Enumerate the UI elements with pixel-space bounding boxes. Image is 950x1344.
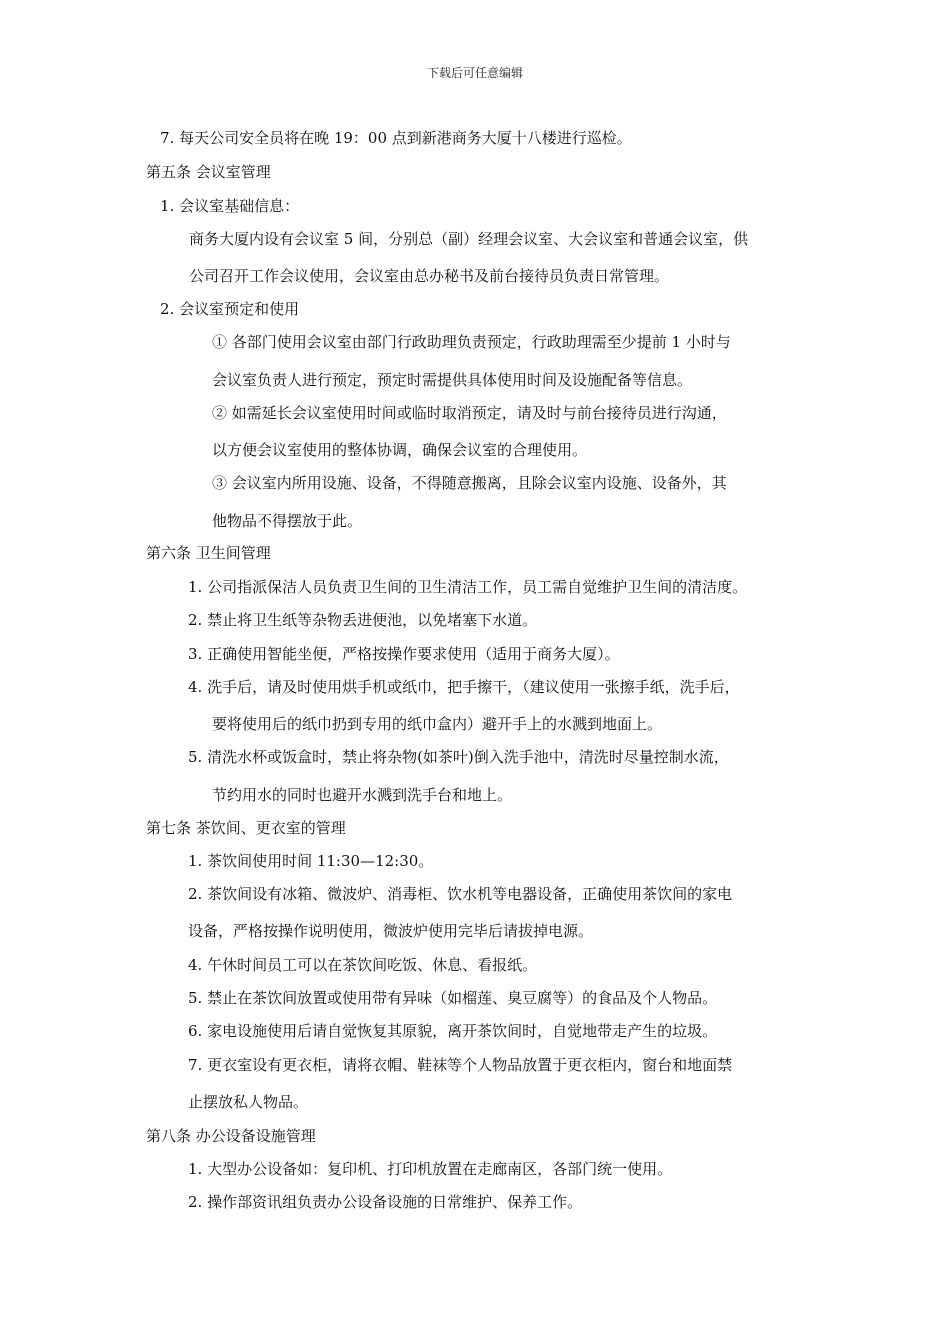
page-header: 下载后可任意编辑: [426, 66, 523, 80]
paragraph-line: 他物品不得摆放于此。: [212, 512, 363, 530]
list-item: 5. 清洗水杯或饭盒时，禁止将杂物(如茶叶)倒入洗手池中，清洗时尽量控制水流，: [188, 748, 729, 766]
list-item: 1. 公司指派保洁人员负责卫生间的卫生清洁工作，员工需自觉维护卫生间的清洁度。: [188, 578, 748, 596]
section-heading: 第七条 茶饮间、更衣室的管理: [146, 819, 346, 837]
list-item: 6. 家电设施使用后请自觉恢复其原貌，离开茶饮间时，自觉地带走产生的垃圾。: [188, 1022, 718, 1040]
list-item: 7. 每天公司安全员将在晚 19：00 点到新港商务大厦十八楼进行巡检。: [160, 129, 632, 147]
sub-item: ② 如需延长会议室使用时间或临时取消预定，请及时与前台接待员进行沟通，: [212, 404, 727, 422]
sub-item: ① 各部门使用会议室由部门行政助理负责预定，行政助理需至少提前 1 小时与: [212, 333, 731, 351]
paragraph-line: 以方便会议室使用的整体协调，确保会议室的合理使用。: [212, 441, 588, 459]
paragraph-line: 要将使用后的纸巾扔到专用的纸巾盒内）避开手上的水溅到地面上。: [212, 715, 663, 733]
list-item: 2. 禁止将卫生纸等杂物丢进便池，以免堵塞下水道。: [188, 611, 538, 629]
list-item: 2. 茶饮间设有冰箱、微波炉、消毒柜、饮水机等电器设备，正确使用茶饮间的家电: [188, 885, 733, 903]
section-heading: 第六条 卫生间管理: [146, 544, 271, 562]
list-item: 2. 操作部资讯组负责办公设备设施的日常维护、保养工作。: [188, 1193, 583, 1211]
list-item: 7. 更衣室设有更衣柜，请将衣帽、鞋袜等个人物品放置于更衣柜内，窗台和地面禁: [188, 1056, 733, 1074]
list-item: 5. 禁止在茶饮间放置或使用带有异味（如榴莲、臭豆腐等）的食品及个人物品。: [188, 989, 718, 1007]
paragraph-line: 止摆放私人物品。: [188, 1093, 309, 1111]
paragraph-line: 商务大厦内设有会议室 5 间，分别总（副）经理会议室、大会议室和普通会议室，供: [189, 230, 749, 248]
list-item: 2. 会议室预定和使用: [160, 300, 300, 318]
paragraph-line: 会议室负责人进行预定，预定时需提供具体使用时间及设施配备等信息。: [212, 371, 693, 389]
list-item: 1. 茶饮间使用时间 11:30—12:30。: [188, 852, 434, 870]
list-item: 4. 洗手后，请及时使用烘手机或纸巾，把手擦干，（建议使用一张擦手纸，洗手后，: [188, 678, 740, 696]
section-heading: 第五条 会议室管理: [146, 163, 271, 181]
sub-item: ③ 会议室内所用设施、设备，不得随意搬离，且除会议室内设施、设备外，其: [212, 474, 727, 492]
section-heading: 第八条 办公设备设施管理: [146, 1127, 316, 1145]
paragraph-line: 节约用水的同时也避开水溅到洗手台和地上。: [212, 786, 513, 804]
list-item: 4. 午休时间员工可以在茶饮间吃饭、休息、看报纸。: [188, 956, 538, 974]
list-item: 1. 大型办公设备如：复印机、打印机放置在走廊南区，各部门统一使用。: [188, 1160, 673, 1178]
list-item: 3. 正确使用智能坐便，严格按操作要求使用（适用于商务大厦）。: [188, 645, 620, 663]
paragraph-line: 公司召开工作会议使用，会议室由总办秘书及前台接待员负责日常管理。: [189, 267, 670, 285]
paragraph-line: 设备，严格按操作说明使用，微波炉使用完毕后请拔掉电源。: [188, 922, 594, 940]
list-item: 1. 会议室基础信息：: [160, 197, 300, 215]
